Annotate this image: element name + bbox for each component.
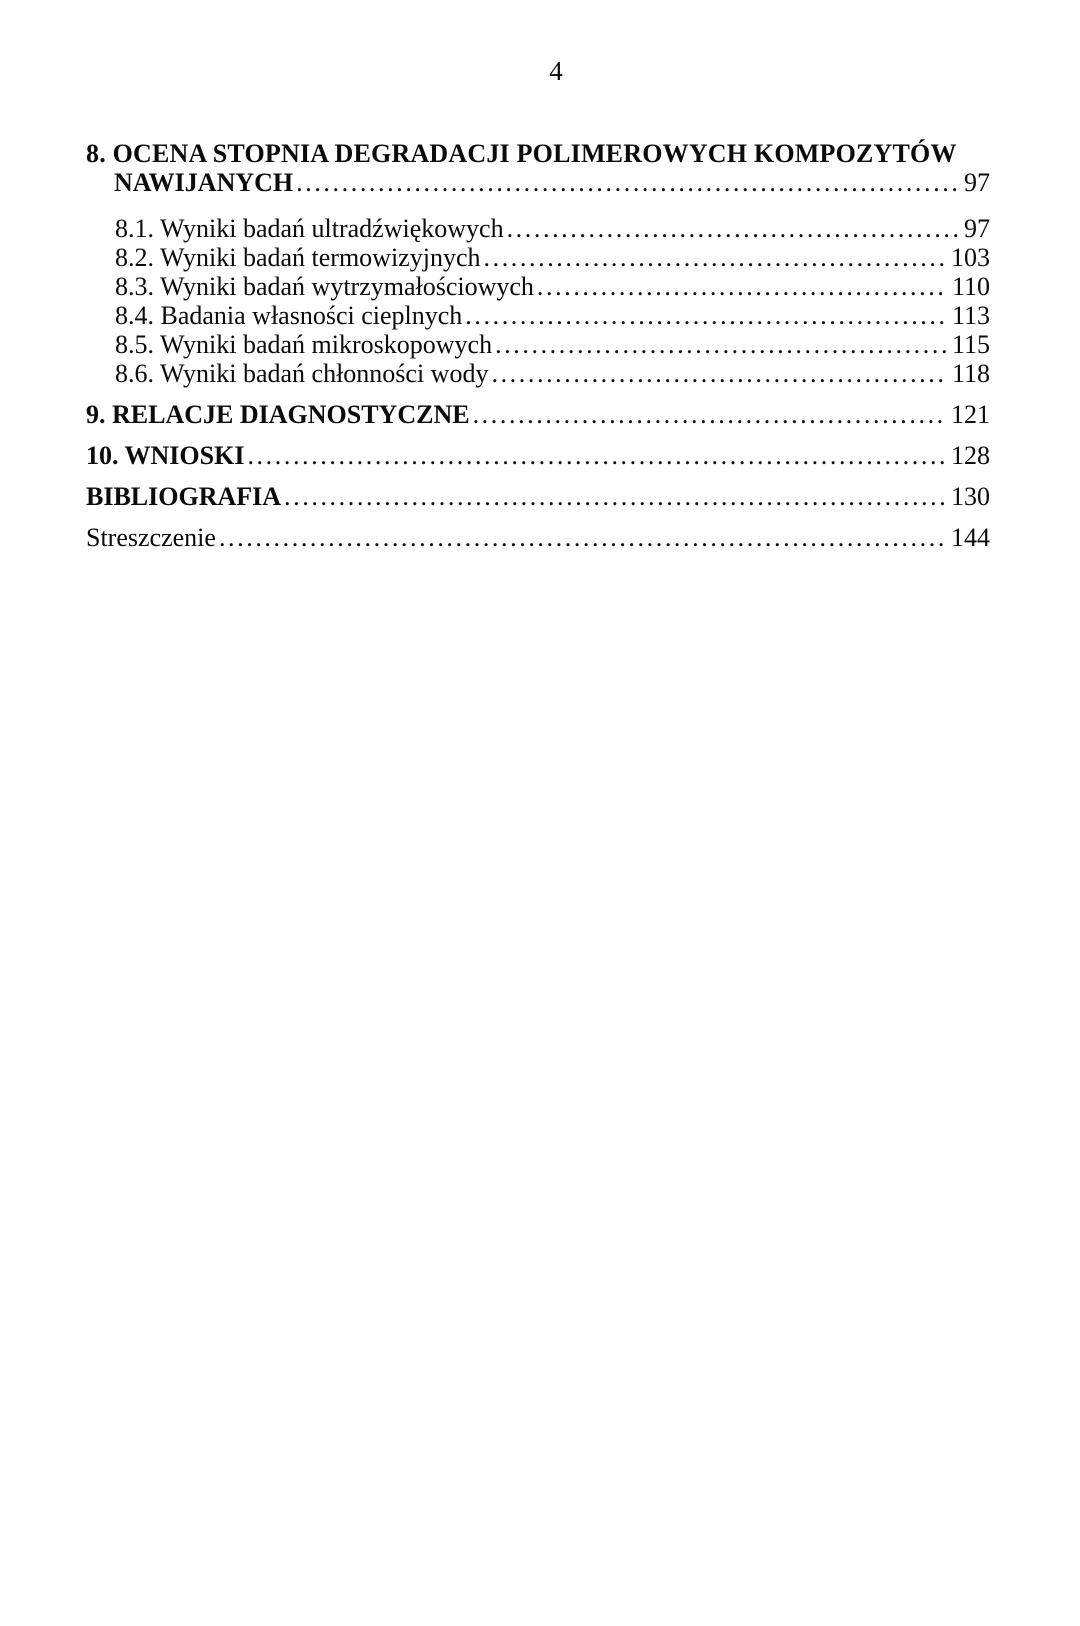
toc-entry-8-4: [115, 301, 990, 330]
dot-leader: [491, 359, 945, 388]
toc-entry-8-1: [115, 214, 990, 243]
toc-entry-8-6: [115, 359, 990, 388]
toc-page-number: 118: [951, 359, 990, 388]
toc-page-number: 144: [951, 523, 990, 552]
toc-entry-label: 8.3. Wyniki badań wytrzymałościowych: [115, 272, 534, 301]
toc-entry-label: 8. OCENA STOPNIA DEGRADACJI POLIMEROWYCH KOMPOZYTÓW: [86, 139, 957, 168]
dot-leader: [296, 168, 958, 197]
toc-entry-8-5: [115, 330, 990, 359]
toc-entry-chapter-9: [86, 400, 990, 429]
toc-subsection-list: [86, 214, 990, 388]
dot-leader: [484, 243, 946, 272]
toc-entry-label: 8.6. Wyniki badań chłonności wody: [115, 359, 489, 388]
toc-entry-label: 9. RELACJE DIAGNOSTYCZNE: [86, 400, 470, 429]
toc-page-number: 103: [951, 243, 990, 272]
dot-leader: [219, 523, 945, 552]
toc-entry-label: 8.1. Wyniki badań ultradźwiękowych: [115, 214, 504, 243]
toc-page-number: 97: [964, 168, 990, 197]
dot-leader: [495, 330, 946, 359]
page-number: 4: [549, 56, 563, 86]
toc-entry-8-3: [115, 272, 990, 301]
dot-leader: [465, 301, 946, 330]
toc-page-number: 97: [964, 214, 990, 243]
toc-entry-8-2: [115, 243, 990, 272]
toc-entry-streszczenie: [86, 523, 990, 552]
dot-leader: [284, 482, 945, 511]
toc-entry-bibliografia: [86, 482, 990, 511]
dot-leader: [473, 400, 945, 429]
toc-page-number: 121: [951, 400, 990, 429]
toc-entry-label: 8.4. Badania własności cieplnych: [115, 301, 463, 330]
toc-page-number: 130: [951, 482, 990, 511]
toc-entry-label: 10. WNIOSKI: [86, 441, 245, 470]
toc-page-number: 110: [951, 272, 990, 301]
toc-entry-chapter-8: [86, 140, 990, 197]
toc-entry-label: 8.2. Wyniki badań termowizyjnych: [115, 243, 481, 272]
toc-entry-label: Streszczenie: [86, 523, 216, 552]
toc-entry-label: 8.5. Wyniki badań mikroskopowych: [115, 330, 493, 359]
dot-leader: [247, 441, 945, 470]
toc-page-number: 128: [951, 441, 990, 470]
toc-page-number: 115: [951, 330, 990, 359]
toc-entry-label: NAWIJANYCH: [114, 168, 294, 197]
toc-entry-chapter-10: [86, 441, 990, 470]
dot-leader: [507, 214, 958, 243]
dot-leader: [537, 272, 946, 301]
toc-page-number: 113: [951, 301, 990, 330]
toc-entry-continuation: [114, 168, 990, 197]
table-of-contents: [86, 140, 990, 552]
toc-entry-label: BIBLIOGRAFIA: [86, 482, 282, 511]
